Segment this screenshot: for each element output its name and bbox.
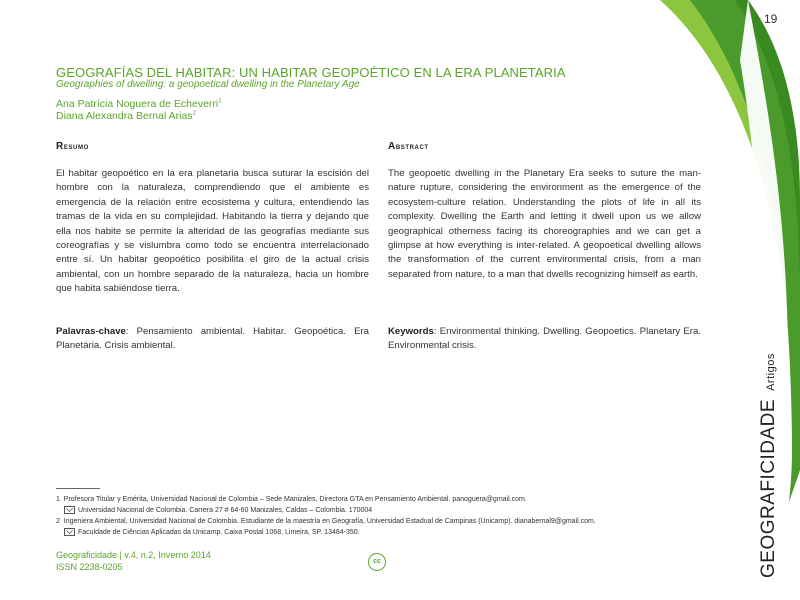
footnote-2: 2 Ingeniera Ambiental, Universidad Nacional de Colombia. Estudiante de la maestría en Geografía, Universidad Estadual de Campinas (Unicamp). dianabernal9@gmail.com. xyxy=(56,518,596,525)
abstract-keywords: Keywords: Environmental thinking. Dwelling. Geopoetics. Planetary Era. Environmental crisis. xyxy=(388,326,701,352)
footnote-divider xyxy=(56,488,100,489)
journal-issn: ISSN 2238-0205 xyxy=(56,562,123,572)
page-number: 19 xyxy=(764,12,778,26)
footnote-1-address: Universidad Nacional de Colombia. Carrera 27 # 64-60 Manizales, Caldas – Colombia. 170004 xyxy=(56,505,372,516)
resumo-body: El habitar geopoético en la era planetaria busca suturar la escisión del hombre con la naturaleza, comprendiendo que el ambiente es emergencia de la relación entre ecosistema y cultura, entendiendo las tramas de la vida en su complejidad. Habitando la tierra y dejando que ella nos habite se permite la alteridad de las geografías mediante sus coreografías y se vislumbra como todo se encuentra interrelacionado entre sí. Un habitar geopoético posibilita el giro de la actual crisis ambiental, con un hombre separado de la naturaleza, hacia un hombre que habita sabiéndose tierra. xyxy=(56,168,369,295)
resumo-keywords: Palavras-chave: Pensamiento ambiental. Habitar. Geopoética. Era Planetária. Crisis ambiental. xyxy=(56,326,369,352)
abstract-body: The geopoetic dwelling in the Planetary Era seeks to suture the man-nature rupture, considering the environment as the emergence of the ecosystem-culture relation. Understanding the plots of life in all its complexity. Dwelling the Earth and letting it dwell upon us we allow geographical otherness facing its choreographies and we can get a glimpse at how everything is inter-related. A geopoetical dwelling allows the transformation of the current environmental crisis, from a man separated from nature, to a man that dwells recognizing himself as earth. xyxy=(388,168,701,280)
journal-citation: Geograficidade | v.4, n.2, Inverno 2014 xyxy=(56,550,211,560)
journal-side-label: GEOGRAFICIDADEArtigos xyxy=(758,353,779,578)
envelope-icon xyxy=(64,506,75,514)
footnote-1: 1 Profesora Titular y Emérita, Universidad Nacional de Colombia – Sede Manizales, Directora GTA en Pensamiento Ambiental. panoguera@gmail.com. xyxy=(56,496,527,503)
footnote-2-address: Faculdade de Ciências Aplicadas da Unicamp. Caixa Postal 1068, Limeira, SP. 13484-350. xyxy=(56,527,360,538)
creative-commons-icon: cc xyxy=(368,553,386,571)
journal-info xyxy=(56,549,211,573)
author-1: Ana Patrícia Noguera de Echeverri$^1$ xyxy=(56,98,222,110)
author-2: Diana Alexandra Bernal Arias$^2$ xyxy=(56,110,196,122)
abstract-heading: Abstract xyxy=(388,141,429,152)
resumo-heading: Resumo xyxy=(56,141,89,152)
article-subtitle: Geographies of dwelling: a geopoetical dwelling in the Planetary Age xyxy=(56,79,360,90)
envelope-icon xyxy=(64,528,75,536)
article-title: GEOGRAFÍAS DEL HABITAR: UN HABITAR GEOPOÉTICO EN LA ERA PLANETARIA xyxy=(56,65,566,80)
